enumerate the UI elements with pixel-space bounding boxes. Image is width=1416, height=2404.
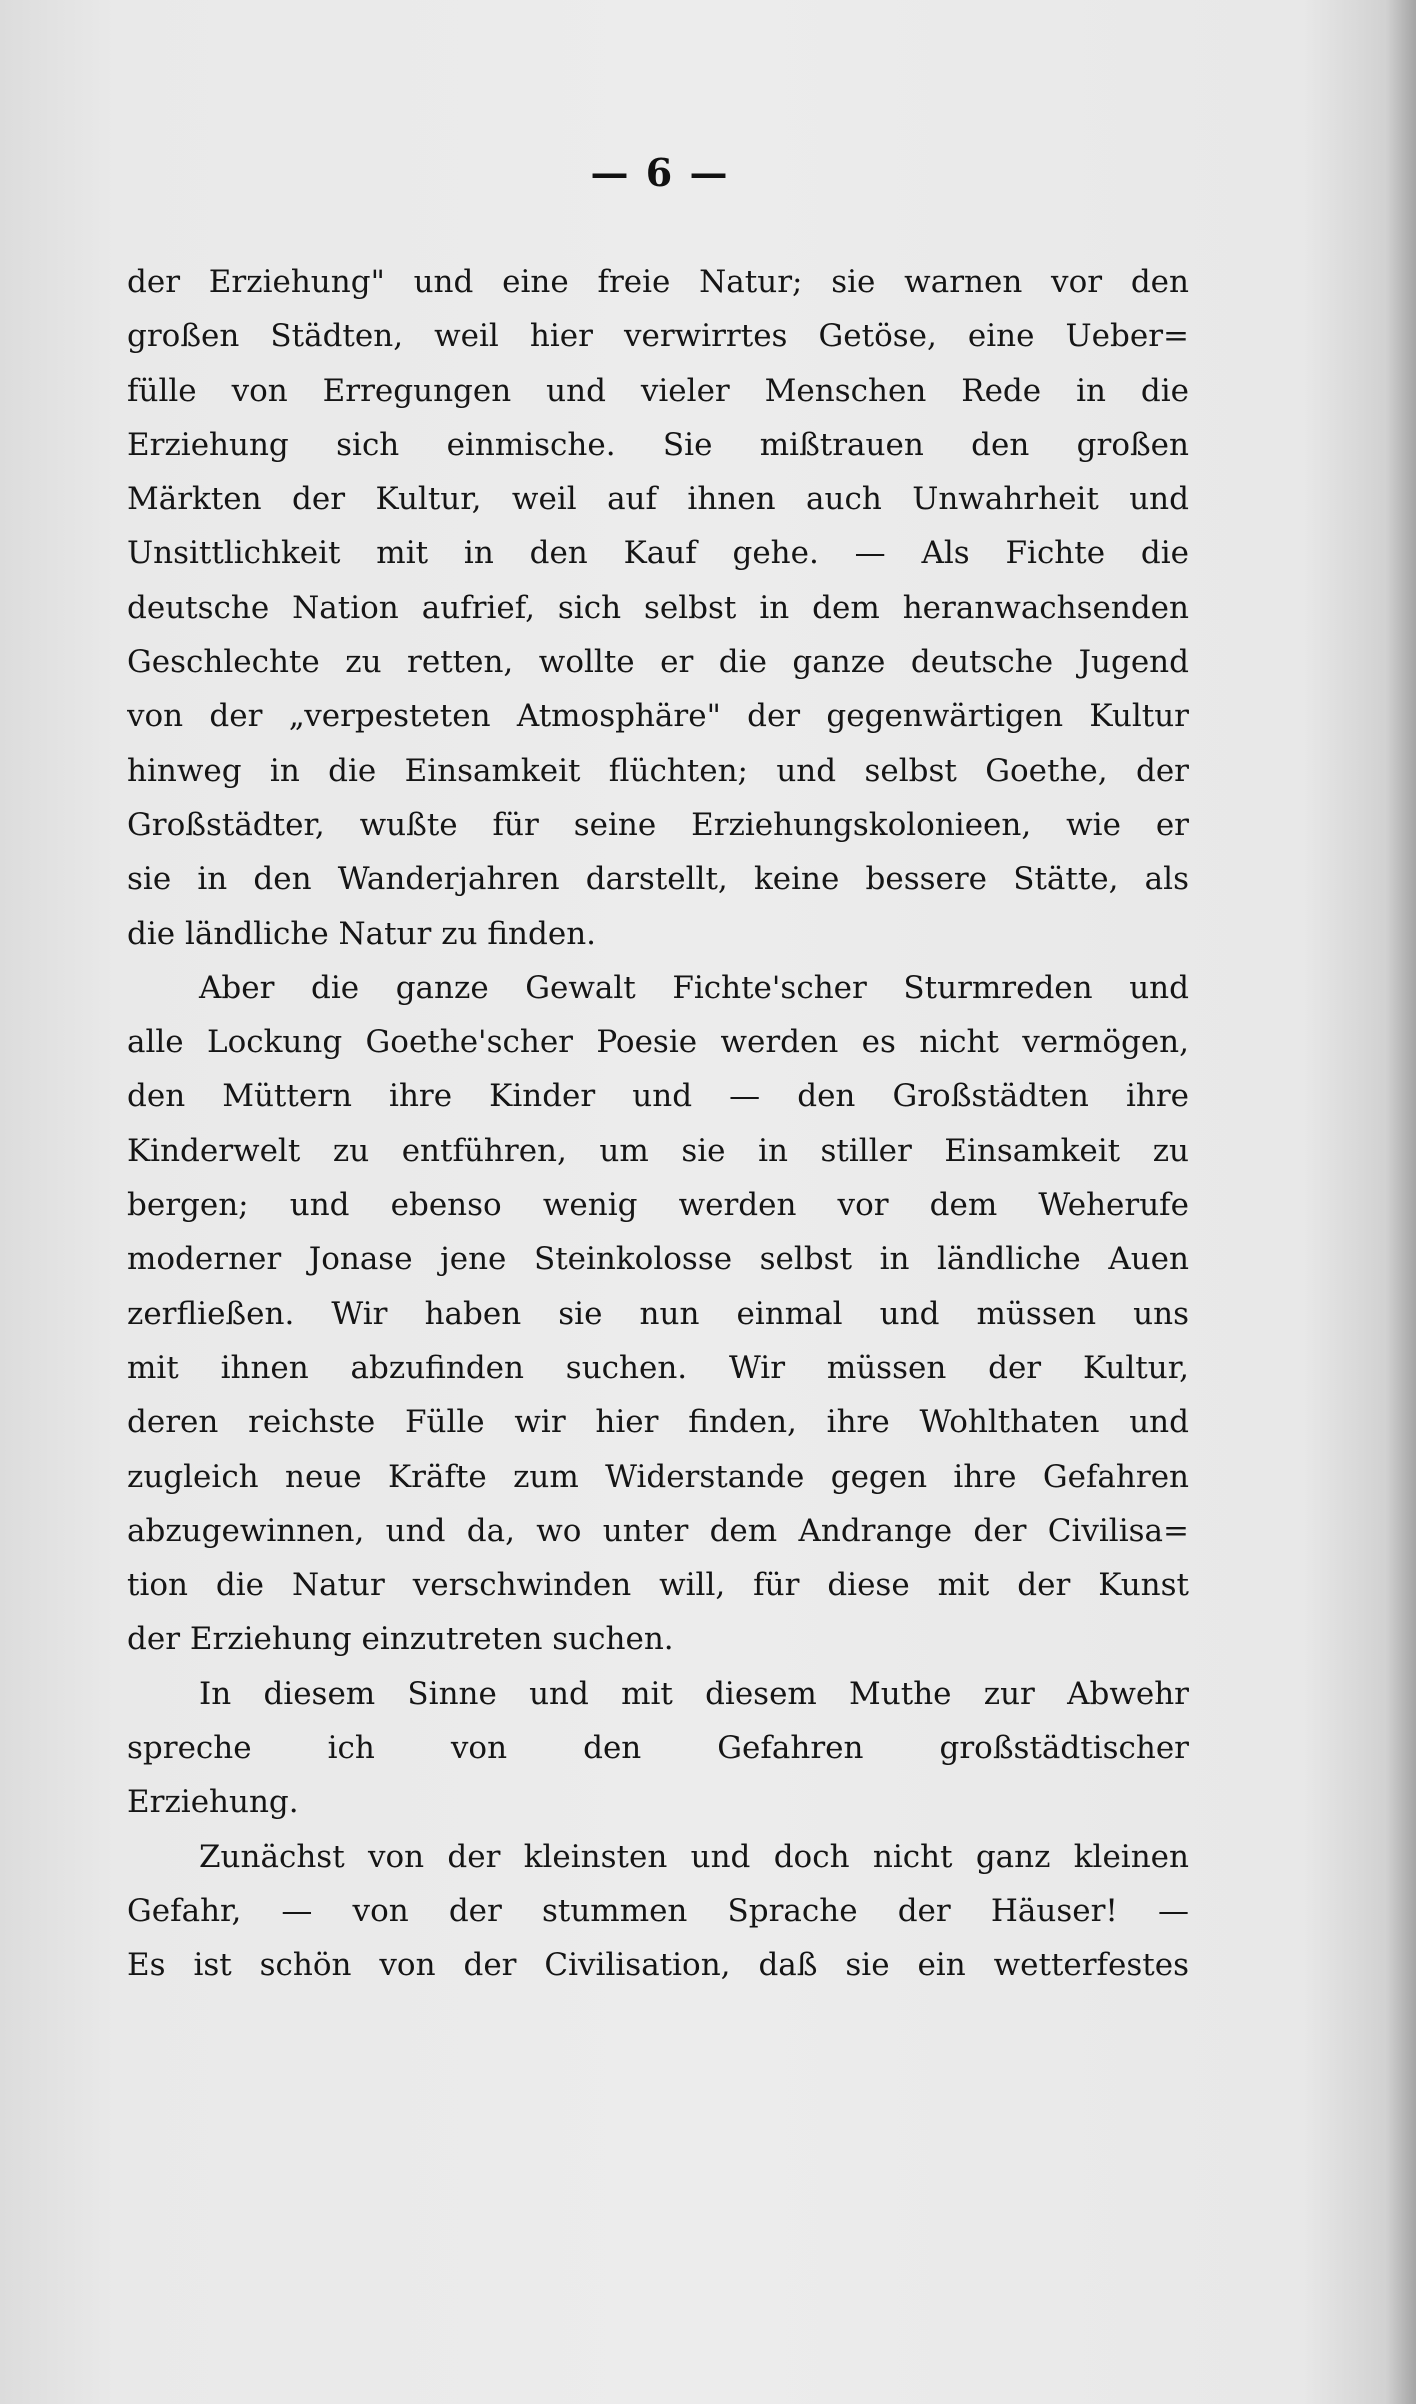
text-line: Unsittlichkeit mit in den Kauf gehe. — Als Fichte die [127,535,1189,572]
text-line: der Erziehung einzutreten suchen. [127,1621,674,1658]
page-edge-shadow [1386,0,1416,2404]
text-line: tion die Natur verschwinden will, für diese mit der Kunst [127,1567,1189,1604]
text-line: moderner Jonase jene Steinkolosse selbst in ländliche Auen [127,1241,1189,1278]
text-line: Geschlechte zu retten, wollte er die ganze deutsche Jugend [127,644,1189,681]
text-line: Erziehung. [127,1784,299,1821]
text-line: fülle von Erregungen und vieler Menschen Rede in die [127,372,1189,409]
text-line: Es ist schön von der Civilisation, daß sie ein wetterfestes [127,1947,1189,1984]
text-line: zerfließen. Wir haben sie nun einmal und müssen uns [127,1295,1189,1332]
text-line: Gefahr, — von der stummen Sprache der Häuser! — [127,1892,1189,1929]
body-text [127,255,1189,1993]
text-line: hinweg in die Einsamkeit flüchten; und selbst Goethe, der [127,752,1189,789]
text-line: Märkten der Kultur, weil auf ihnen auch Unwahrheit und [127,481,1189,518]
text-line: deutsche Nation aufrief, sich selbst in dem heranwachsenden [127,589,1189,626]
text-line: der Erziehung" und eine freie Natur; sie warnen vor den [127,264,1189,300]
text-line: Großstädter, wußte für seine Erziehungskolonieen, wie er [127,806,1189,843]
text-line: großen Städten, weil hier verwirrtes Getöse, eine Ueber= [127,318,1189,355]
text-line: Kinderwelt zu entführen, um sie in stiller Einsamkeit zu [127,1132,1189,1169]
text-line: In diesem Sinne und mit diesem Muthe zur Abwehr [199,1675,1189,1712]
text-line: abzugewinnen, und da, wo unter dem Andrange der Civilisa= [127,1512,1189,1549]
text-line: zugleich neue Kräfte zum Widerstande gegen ihre Gefahren [127,1458,1189,1495]
text-line: spreche ich von den Gefahren großstädtischer [127,1730,1189,1767]
text-line: den Müttern ihre Kinder und — den Großstädten ihre [127,1078,1189,1115]
text-line: bergen; und ebenso wenig werden vor dem Weherufe [127,1187,1189,1224]
page-number: — 6 — [590,150,730,195]
text-line: sie in den Wanderjahren darstellt, keine bessere Stätte, als [127,861,1189,898]
text-line: Erziehung sich einmische. Sie mißtrauen den großen [127,426,1189,463]
text-line: alle Lockung Goethe'scher Poesie werden es nicht vermögen, [127,1024,1189,1061]
text-line: mit ihnen abzufinden suchen. Wir müssen der Kultur, [127,1349,1189,1386]
text-line: Aber die ganze Gewalt Fichte'scher Sturmreden und [199,969,1189,1006]
text-line: die ländliche Natur zu finden. [127,915,597,952]
text-line: von der „verpesteten Atmosphäre" der gegenwärtigen Kultur [127,698,1189,735]
text-line: deren reichste Fülle wir hier finden, ihre Wohlthaten und [127,1404,1189,1441]
text-line: Zunächst von der kleinsten und doch nicht ganz kleinen [199,1838,1189,1875]
